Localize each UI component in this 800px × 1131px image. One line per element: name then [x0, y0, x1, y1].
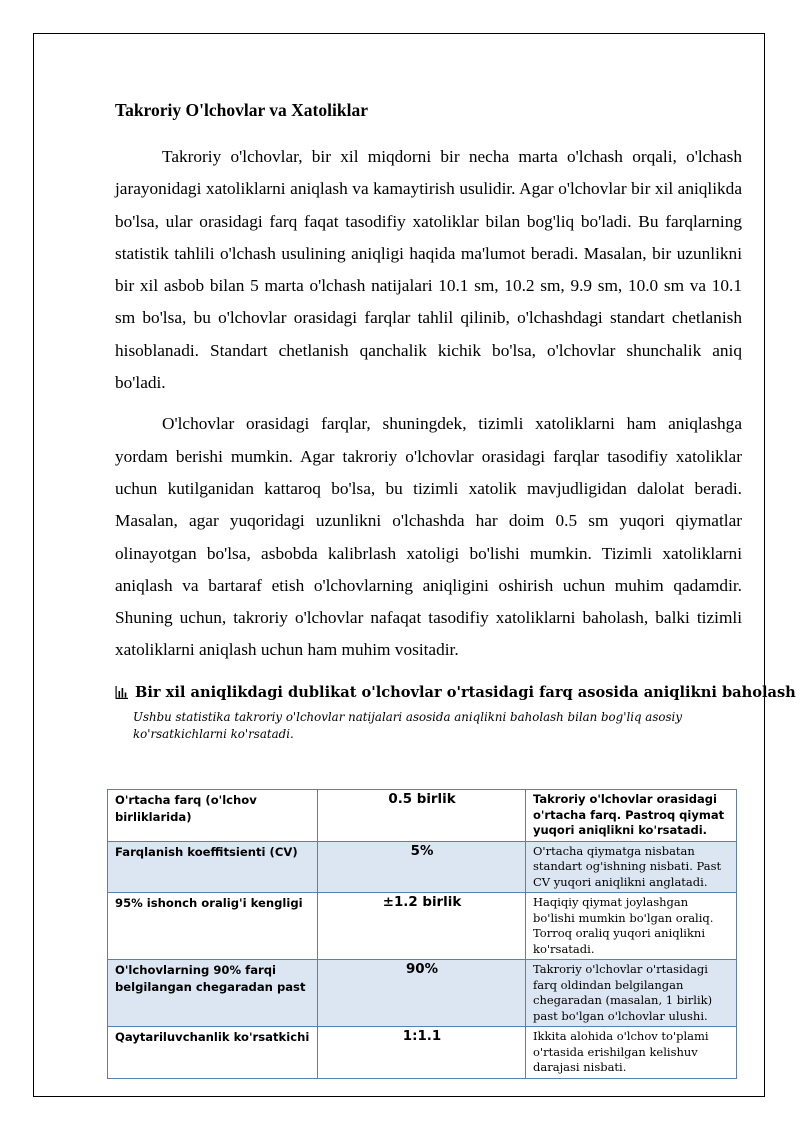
document-title: Takroriy O'lchovlar va Xatoliklar: [115, 100, 368, 120]
stats-table: [107, 789, 737, 1079]
paragraph: Takroriy o'lchovlar, bir xil miqdorni bir necha marta o'lchash orqali, o'lchash jarayonidagi xatoliklarni aniqlash va kamaytirish usulidir. Agar o'lchovlar bir xil aniqlikda bo'lsa, ular orasidagi farq faqat tasodifiy xatoliklar bilan bog'liq bo'ladi. Bu farqlarning statistik tahlili o'lchash usulining aniqligi haqida ma'lumot beradi. Masalan, bir uzunlikni bir xil asbob bilan 5 marta o'lchash natijalari 10.1 sm, 10.2 sm, 9.9 sm, 10.0 sm va 10.1 sm bo'lsa, bu o'lchovlar orasidagi farqlar tahlil qilinib, o'lchashdagi standart chetlanish hisoblanadi. Standart chetlanish qanchalik kichik bo'lsa, o'lchovlar shunchalik aniq bo'ladi.: [115, 147, 742, 393]
row-label: Qaytariluvchanlik ko'rsatkichi: [108, 1027, 318, 1079]
row-value: 0.5 birlik: [318, 790, 526, 842]
paragraph: O'lchovlar orasidagi farqlar, shuningdek, tizimli xatoliklarni ham aniqlashga yordam berishi mumkin. Agar takroriy o'lchovlar orasidagi farqlar tasodifiy xatoliklar uchun kutilganidan kattaroq bo'lsa, bu tizimli xatolik mavjudligidan dalolat beradi. Masalan, agar yuqoridagi uzunlikni o'lchashda har doim 0.5 sm yuqori qiymatlar olinayotgan bo'lsa, asbobda kalibrlash xatoligi bo'lishi mumkin. Tizimli xatoliklarni aniqlash va bartaraf etish o'lchovlarning aniqligini oshirish uchun muhim qadamdir. Shuning uchun, takroriy o'lchovlar nafaqat tasodifiy xatoliklarni baholash, balki tizimli xatoliklarni aniqlash uchun ham muhim vositadir.: [115, 414, 742, 660]
row-note: Takroriy o'lchovlar o'rtasidagi farq oldindan belgilangan chegaradan (masalan, 1 birlik) past bo'lgan o'lchovlar ulushi.: [526, 960, 737, 1027]
bar-chart-icon: [115, 686, 131, 703]
row-value: 1:1.1: [318, 1027, 526, 1079]
row-value: 5%: [318, 841, 526, 893]
row-note: Takroriy o'lchovlar orasidagi o'rtacha farq. Pastroq qiymat yuqori aniqlikni ko'rsatadi.: [526, 790, 737, 842]
row-note: Haqiqiy qiymat joylashgan bo'lishi mumkin bo'lgan oraliq. Torroq oraliq yuqori aniqlikni ko'rsatadi.: [526, 893, 737, 960]
row-value: ±1.2 birlik: [318, 893, 526, 960]
table-row: [108, 841, 737, 893]
stats-heading-text: Bir xil aniqlikdagi dublikat o'lchovlar o'rtasidagi farq asosida aniqlikni baholash: [135, 683, 796, 701]
table-row: [108, 1027, 737, 1079]
row-value: 90%: [318, 960, 526, 1027]
row-note: O'rtacha qiymatga nisbatan standart og'ishning nisbati. Past CV yuqori aniqlikni anglatadi.: [526, 841, 737, 893]
table-row: [108, 893, 737, 960]
stats-description: Ushbu statistika takroriy o'lchovlar natijalari asosida aniqlikni baholash bilan bog'liq asosiy ko'rsatkichlarni ko'rsatadi.: [133, 709, 682, 741]
row-label: O'lchovlarning 90% farqi belgilangan chegaradan past: [108, 960, 318, 1027]
table-row: [108, 790, 737, 842]
row-label: O'rtacha farq (o'lchov birliklarida): [108, 790, 318, 842]
row-label: Farqlanish koeffitsienti (CV): [108, 841, 318, 893]
stats-heading: [115, 683, 796, 703]
row-note: Ikkita alohida o'lchov to'plami o'rtasida erishilgan kelishuv darajasi nisbati.: [526, 1027, 737, 1079]
row-label: 95% ishonch oralig'i kengligi: [108, 893, 318, 960]
document-body: [115, 100, 796, 748]
table-row: [108, 960, 737, 1027]
